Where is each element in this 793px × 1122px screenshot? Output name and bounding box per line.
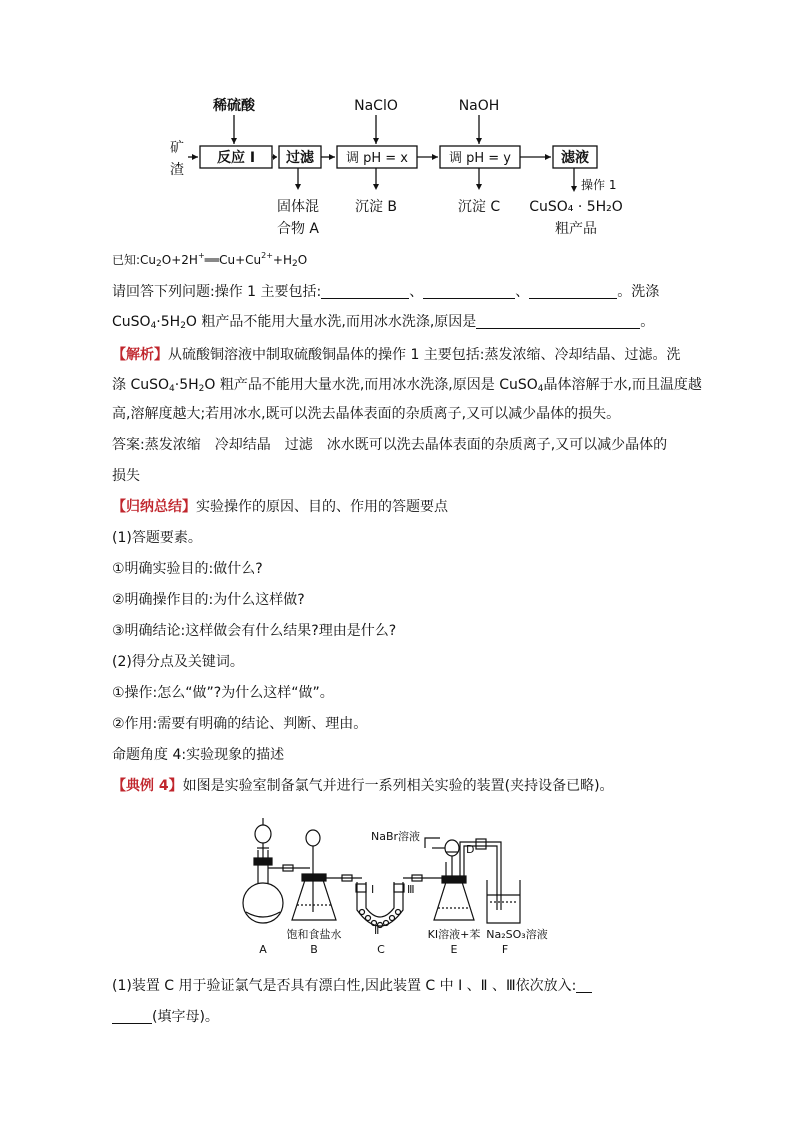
question-line-2: $CuSO_4\cdot 5H_2O$ 粗产品不能用大量水洗,而用冰水洗涤,原因是 。 — [112, 314, 655, 331]
long-neck-funnel — [306, 830, 320, 846]
flask-b — [292, 880, 336, 920]
label-ki-benzene: KI溶液+苯 — [427, 928, 481, 941]
analysis-line-3: 高,溶解度越大;若用冰水,既可以洗去晶体表面的杂质离子,又可以减少晶体的损失。 — [112, 406, 621, 422]
output-solid-mixture-2: 合物 A — [276, 221, 320, 237]
label-saturated-brine: 饱和食盐水 — [286, 928, 342, 941]
answer-line-1: 答案:蒸发浓缩 冷却结晶 过滤 冰水既可以洗去晶体表面的杂质离子,又可以减少晶体的 — [112, 437, 668, 453]
dropping-funnel-d — [445, 840, 459, 856]
output-precipitate-c: 沉淀 C — [457, 199, 501, 215]
summary-item: ③明确结论:这样做会有什么结果?理由是什么? — [112, 623, 397, 639]
answer-blank-q1-cont[interactable] — [112, 1008, 152, 1024]
summary-item: (1)答题要素。 — [112, 530, 202, 546]
flow-left-label-1: 矿 — [170, 140, 184, 156]
example-heading: 【典例 4】如图是实验室制备氯气并进行一系列相关实验的装置(夹持设备已略)。 — [112, 778, 614, 794]
question-line-1: 请回答下列问题:操作 1 主要包括: 、 、 。洗涤 — [112, 284, 660, 300]
box-filtrate-label: 滤液 — [561, 150, 589, 166]
summary-tag: 【归纳总结】 — [112, 499, 196, 515]
example-tag: 【典例 4】 — [112, 778, 183, 794]
analysis-line-1: 【解析】从硫酸铜溶液中制取硫酸铜晶体的操作 1 主要包括:蒸发浓缩、冷却结晶、过滤。洗 — [112, 347, 681, 363]
label-d: D — [466, 843, 475, 856]
label-nabr-solution: NaBr溶液 — [371, 830, 421, 843]
answer-blank-q1[interactable] — [576, 977, 592, 993]
summary-item: ①明确实验目的:做什么? — [112, 561, 263, 577]
label-roman-2: Ⅱ — [374, 924, 380, 937]
product-cuso4: CuSO₄ · 5H₂O — [529, 199, 623, 215]
u-tube-c — [357, 882, 403, 926]
known-equation: 已知$:Cu_2O+2H^+══Cu+Cu^{2+}+H_2O$ — [112, 251, 308, 269]
output-solid-mixture-1: 固体混 — [277, 199, 319, 215]
analysis-tag: 【解析】 — [112, 347, 168, 363]
summary-heading: 【归纳总结】实验操作的原因、目的、作用的答题要点 — [112, 499, 448, 515]
answer-line-2: 损失 — [112, 468, 140, 484]
summary-item: ①操作:怎么“做”?为什么这样“做”。 — [112, 685, 334, 701]
question-1-line-2: (填字母)。 — [112, 1007, 219, 1027]
label-c: C — [377, 943, 385, 956]
label-b: B — [310, 943, 318, 956]
reagent-naoh: NaOH — [458, 98, 500, 114]
box-ph-y-label: 调 pH = y — [448, 151, 512, 166]
operation-1-label: 操作 1 — [581, 178, 617, 192]
label-e: E — [450, 943, 458, 956]
box-filter-label: 过滤 — [286, 150, 314, 166]
question-1-line-1: (1)装置 C 用于验证氯气是否具有漂白性,因此装置 C 中 Ⅰ 、Ⅱ 、Ⅲ依次放入: — [112, 976, 592, 996]
label-roman-3: Ⅲ — [407, 883, 415, 896]
reagent-naclo: NaClO — [354, 98, 398, 114]
label-na2so3: Na₂SO₃溶液 — [486, 928, 548, 941]
summary-item: (2)得分点及关键词。 — [112, 654, 244, 670]
label-f: F — [501, 943, 509, 956]
product-crude: 粗产品 — [555, 221, 597, 237]
label-a: A — [259, 943, 267, 956]
analysis-line-2: 涤 $CuSO_4\cdot 5H_2O$ 粗产品不能用大量水洗,而用冰水洗涤,原因是 CuSO$_4$晶体溶解于水,而且温度越 — [112, 377, 702, 394]
flow-left-label-2: 渣 — [170, 162, 184, 178]
summary-item: ②作用:需要有明确的结论、判断、理由。 — [112, 716, 368, 732]
box-reaction-1-label: 反应 Ⅰ — [216, 150, 256, 166]
output-precipitate-b: 沉淀 B — [354, 199, 398, 215]
separatory-funnel — [255, 825, 271, 843]
proposition-angle: 命题角度 4:实验现象的描述 — [112, 747, 285, 763]
flask-e — [434, 882, 474, 920]
label-roman-1: Ⅰ — [371, 883, 375, 896]
box-ph-x-label: 调 pH = x — [345, 151, 409, 166]
summary-item: ②明确操作目的:为什么这样做? — [112, 592, 305, 608]
reagent-sulfuric-acid: 稀硫酸 — [213, 98, 255, 114]
